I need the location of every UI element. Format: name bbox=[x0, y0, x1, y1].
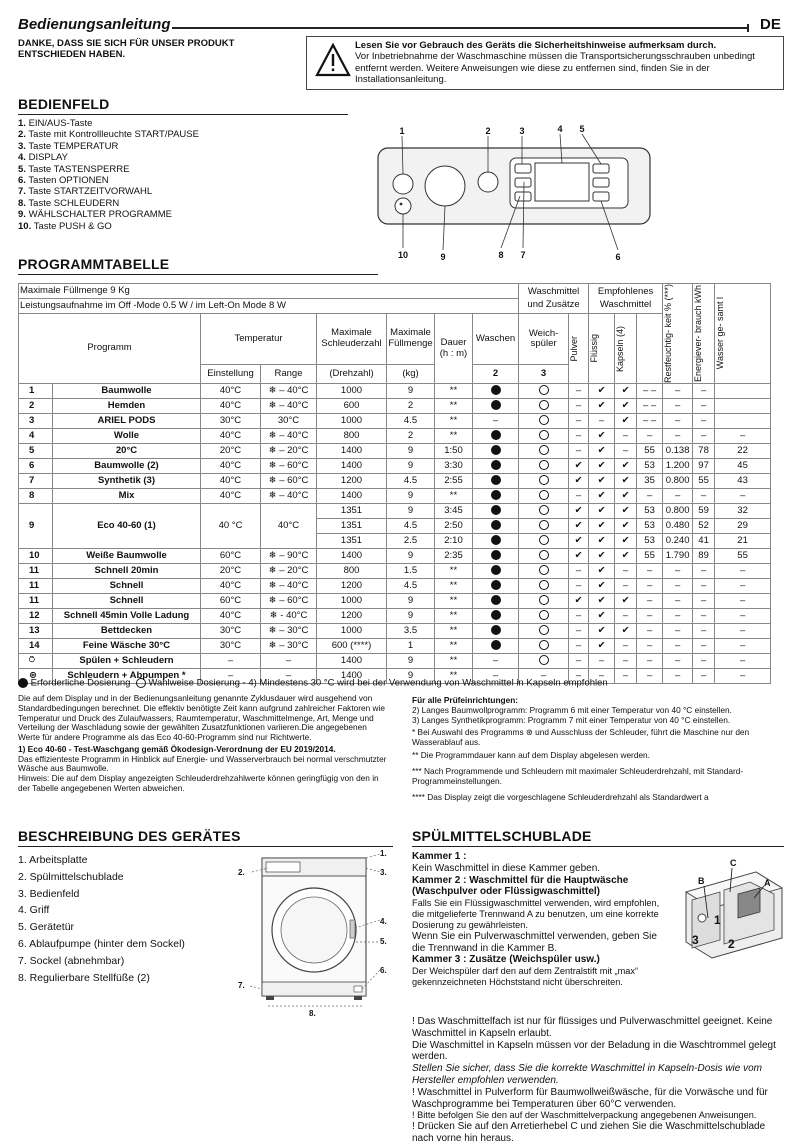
panel-label-5: 5 bbox=[579, 124, 585, 134]
part-item: 7. Sockel (abnehmbar) bbox=[18, 954, 125, 967]
header-waschen: Waschen bbox=[473, 314, 519, 365]
notes-right-l5: *** Nach Programmende und Schleudern mit maximaler Schleuderdrehzahl, mit Standard-Programmeinstellungen. bbox=[412, 765, 744, 786]
drawer-note-6: ! Drücken Sie auf den Arretierhebel C und ziehen Sie die Waschmittelschublade nach vorne hin heraus. bbox=[412, 1121, 766, 1145]
ring-icon bbox=[539, 460, 549, 470]
notes-right-title: Für alle Prüfeinrichtungen: bbox=[412, 695, 519, 705]
table-row-eco: 9 Eco 40-60 (1) 40 °C 40°C 1351 9 3:45 ✔ ✔ ✔ 53 0.800 59 32 bbox=[19, 504, 771, 519]
dot-icon bbox=[491, 625, 501, 635]
notes-left bbox=[18, 694, 388, 794]
header-kapseln: Kapseln (4) bbox=[615, 314, 637, 384]
dot-icon bbox=[491, 505, 501, 515]
header-energie: Energiever- brauch kWh bbox=[693, 284, 715, 384]
device-label-1: 1. bbox=[380, 849, 387, 858]
warning-body: Vor Inbetriebnahme der Waschmaschine müssen die Transportsicherungsschrauben unbedingt entfernt werden. Weitere Anweisungen wie diese zu entfernen sind, finden Sie in der Installationsanleitung. bbox=[355, 51, 755, 86]
k3-text: Der Weichspüler darf den auf dem Zentralstift mit „max“ gekennzeichneten Höchststand nicht überschreiten. bbox=[412, 966, 639, 988]
warning-triangle-icon bbox=[315, 43, 351, 77]
panel-label-2: 2 bbox=[485, 126, 491, 136]
part-item: 5. Gerätetür bbox=[18, 921, 75, 934]
program-table bbox=[18, 283, 771, 684]
table-row: 11 Schnell 60°C ❄ – 60°C 1000 9 ** ✔ ✔ ✔ – – – – bbox=[19, 594, 771, 609]
ring-icon bbox=[539, 475, 549, 485]
thanks-line-2: ENTSCHIEDEN HABEN. bbox=[18, 49, 126, 61]
notes-left-p2: Das effizienteste Programm in Hinblick auf Energie- und Wasserverbrauch bei normal verschmutzter Wäsche aus Baumwolle. bbox=[18, 753, 387, 774]
drawer-note-2: Die Waschmittel in Kapseln müssen vor der Beladung in die Waschtrommel gelegt werden. bbox=[412, 1039, 776, 1063]
ring-icon bbox=[539, 385, 549, 395]
notes-left-p3: Hinweis: Die auf dem Display angezeigten Schleuderdrehzahlwerte können geringfügig von den in der Tabelle angegebenen Werten abweichen. bbox=[18, 773, 379, 794]
part-item: 6. Ablaufpumpe (hinter dem Sockel) bbox=[18, 937, 185, 950]
panel-label-6: 6 bbox=[615, 252, 621, 262]
k2-title: Kammer 2 : Waschmittel für die Hauptwäsche (Waschpulver oder Flüssigwaschmittel) bbox=[412, 874, 629, 898]
drawer-note-3: Stellen Sie sicher, dass Sie die korrekte Waschmittel in Kapseln-Dosis wie vom Hersteller empfohlen verwenden. bbox=[412, 1063, 762, 1086]
dot-icon bbox=[491, 445, 501, 455]
header-empfohlen: Empfohlenes Waschmittel bbox=[589, 284, 663, 314]
thanks-line-1: DANKE, DASS SIE SICH FÜR UNSER PRODUKT bbox=[18, 38, 235, 49]
table-row: 11 Schnell 40°C ❄ – 40°C 1200 4.5 ** – ✔ – – – – – bbox=[19, 579, 771, 594]
control-item: 9. WÄHLSCHALTER PROGRAMME bbox=[18, 209, 172, 221]
header-drehzahl: (Drehzahl) bbox=[317, 365, 387, 384]
part-item: 2. Spülmittelschublade bbox=[18, 870, 124, 883]
programmtabelle-title: PROGRAMMTABELLE bbox=[18, 256, 170, 272]
header-range: Range bbox=[261, 365, 317, 384]
legend-rest: - 4) Mindestens 30 °C wird bei der Verwendung von Waschmittel in Kapseln empfohlen bbox=[242, 677, 608, 689]
drawer-text bbox=[412, 851, 668, 988]
panel-label-3: 3 bbox=[519, 126, 525, 136]
device-label-6: 6. bbox=[380, 966, 387, 975]
header-wasser: Wasser ge- samt l bbox=[715, 284, 771, 384]
header-dauer: Dauer (h : m) bbox=[435, 314, 473, 384]
dot-icon bbox=[491, 565, 501, 575]
notes-left-eco: 1) Eco 40-60 - Test-Waschgang gemäß Ökodesign-Verordnung der EU 2019/2014. bbox=[18, 743, 336, 754]
bedienfeld-title: BEDIENFELD bbox=[18, 96, 110, 112]
ring-icon bbox=[539, 535, 549, 545]
legend-wahlweise: Wahlweise Dosierung bbox=[148, 677, 240, 689]
header-schleuder: Maximale Schleuderzahl bbox=[317, 314, 387, 365]
control-item: 1. EIN/AUS-Taste bbox=[18, 118, 93, 129]
ring-icon bbox=[539, 610, 549, 620]
device-label-2: 2. bbox=[238, 868, 245, 877]
dot-icon bbox=[18, 678, 28, 688]
table-row: ⍥ Spülen + Schleudern – – 1400 9 ** – – – – – – – – bbox=[19, 654, 771, 669]
ring-icon bbox=[539, 640, 549, 650]
k1-text: Kein Waschmittel in diese Kammer geben. bbox=[412, 862, 601, 874]
table-row: 10 Weiße Baumwolle 60°C ❄ – 90°C 1400 9 2:35 ✔ ✔ ✔ 55 1.790 89 55 bbox=[19, 549, 771, 564]
device-label-4: 4. bbox=[380, 917, 387, 926]
language-code: DE bbox=[760, 16, 781, 33]
dot-icon bbox=[491, 520, 501, 530]
part-item: 4. Griff bbox=[18, 904, 50, 917]
programmtabelle-rule bbox=[18, 274, 378, 275]
header-pulver: Pulver bbox=[569, 314, 589, 384]
header-temperatur: Temperatur bbox=[201, 314, 317, 365]
ring-icon bbox=[539, 415, 549, 425]
control-item: 8. Taste SCHLEUDERN bbox=[18, 197, 120, 209]
part-item: 3. Bedienfeld bbox=[18, 887, 80, 900]
header-waschmittel: Waschmittel und Zusätze bbox=[519, 284, 589, 314]
bedienfeld-rule bbox=[18, 114, 348, 115]
device-label-8: 8. bbox=[309, 1009, 316, 1018]
dot-icon bbox=[491, 430, 501, 440]
table-row: 8 Mix 40°C ❄ – 40°C 1400 9 ** – ✔ ✔ – – – – bbox=[19, 489, 771, 504]
spuelmittel-rule bbox=[412, 846, 784, 847]
notes-right-l3: * Bei Auswahl des Programms ⊛ und Ausschluss der Schleuder, führt die Maschine nur den Wasserablauf aus. bbox=[412, 726, 750, 747]
header-kg: (kg) bbox=[387, 365, 435, 384]
drawer-label-b: B bbox=[698, 876, 705, 886]
table-row: 1 Baumwolle 40°C ❄ – 40°C 1000 9 ** – ✔ ✔ – – – – bbox=[19, 384, 771, 399]
header-fuellmenge: Maximale Füllmenge bbox=[387, 314, 435, 365]
control-item: 10. Taste PUSH & GO bbox=[18, 220, 112, 232]
table-row: 5 20°C 20°C ❄ – 20°C 1400 9 1:50 – ✔ – 55 0.138 78 22 bbox=[19, 444, 771, 459]
power-info: Leistungsaufnahme im Off -Mode 0.5 W / im Left-On Mode 8 W bbox=[19, 299, 519, 314]
table-row: 4 Wolle 40°C ❄ – 40°C 800 2 ** – ✔ – – – – – bbox=[19, 429, 771, 444]
ring-icon bbox=[539, 490, 549, 500]
ring-icon bbox=[539, 430, 549, 440]
drawer-label-a: A bbox=[764, 878, 771, 888]
notes-right bbox=[412, 696, 784, 803]
control-item: 3. Taste TEMPERATUR bbox=[18, 140, 119, 152]
header-restfeuchte: Restfeuchtig- keit % (***) bbox=[663, 284, 693, 384]
dot-icon bbox=[491, 550, 501, 560]
control-item: 4. DISPLAY bbox=[18, 152, 69, 164]
warning-bold: Lesen Sie vor Gebrauch des Geräts die Sicherheitshinweise aufmerksam durch. bbox=[355, 40, 717, 51]
part-item: 8. Regulierbare Stellfüße (2) bbox=[18, 971, 150, 984]
device-label-7: 7. bbox=[238, 981, 245, 990]
table-row: 2 Hemden 40°C ❄ – 40°C 600 2 ** – ✔ ✔ – – – – bbox=[19, 399, 771, 414]
legend-erforderlich: Erforderliche Dosierung bbox=[30, 677, 131, 689]
ring-icon bbox=[539, 580, 549, 590]
drawer-label-3: 3 bbox=[692, 933, 699, 947]
drawer-diagram bbox=[678, 852, 788, 962]
table-row-eco: 1351 2.5 2:10 ✔ ✔ ✔ 53 0.240 41 21 bbox=[19, 534, 771, 549]
table-row: ⊛ Schleudern + Abpumpen * – – 1400 9 ** – – – – – – – – – bbox=[19, 669, 771, 684]
control-item: 2. Taste mit Kontrollleuchte START/PAUSE bbox=[18, 129, 199, 141]
table-row: 14 Feine Wäsche 30°C 30°C ❄ – 30°C 600 (****) 1 ** – ✔ – – – – – bbox=[19, 639, 771, 654]
drawer-notes bbox=[412, 1016, 784, 1145]
ring-icon bbox=[539, 565, 549, 575]
drawer-label-c: C bbox=[730, 858, 737, 868]
ring-icon bbox=[136, 678, 146, 688]
table-row: 3 ARIEL PODS 30°C 30°C 1000 4.5 ** – – – ✔ – – – – bbox=[19, 414, 771, 429]
drawer-label-2: 2 bbox=[728, 937, 735, 951]
dot-icon bbox=[491, 535, 501, 545]
table-row-eco: 1351 4.5 2:50 ✔ ✔ ✔ 53 0.480 52 29 bbox=[19, 519, 771, 534]
device-diagram bbox=[232, 842, 402, 1020]
table-row: 6 Baumwolle (2) 40°C ❄ – 60°C 1400 9 3:30 ✔ ✔ ✔ 53 1.200 97 45 bbox=[19, 459, 771, 474]
program-table-body bbox=[19, 384, 771, 684]
k1-title: Kammer 1 : bbox=[412, 851, 467, 862]
beschreibung-title: BESCHREIBUNG DES GERÄTES bbox=[18, 828, 241, 844]
ring-icon bbox=[539, 505, 549, 515]
drawer-note-5: ! Bitte befolgen Sie den auf der Waschmittelverpackung angegebenen Anweisungen. bbox=[412, 1110, 757, 1121]
dot-icon bbox=[491, 400, 501, 410]
control-item: 6. Tasten OPTIONEN bbox=[18, 174, 109, 186]
dot-icon bbox=[491, 460, 501, 470]
ring-icon bbox=[539, 625, 549, 635]
header-einstellung: Einstellung bbox=[201, 365, 261, 384]
header-weichspueler: Weich- spüler bbox=[519, 314, 569, 365]
dot-icon bbox=[491, 490, 501, 500]
warning-text bbox=[355, 40, 783, 86]
ring-icon bbox=[539, 445, 549, 455]
device-label-5: 5. bbox=[380, 937, 387, 946]
notes-right-l2: 3) Langes Synthetikprogramm: Programm 7 mit einer Temperatur von 40 °C einstellen. bbox=[412, 714, 731, 725]
control-item: 5. Taste TASTENSPERRE bbox=[18, 163, 130, 175]
part-item: 1. Arbeitsplatte bbox=[18, 854, 88, 866]
table-row: 12 Schnell 45min Volle Ladung 40°C ❄ - 40°C 1200 9 ** – ✔ – – – – – bbox=[19, 609, 771, 624]
notes-right-l4: ** Die Programmdauer kann auf dem Display abgelesen werden. bbox=[412, 749, 650, 760]
table-row: 7 Synthetik (3) 40°C ❄ – 60°C 1200 4.5 2:55 ✔ ✔ ✔ 35 0.800 55 43 bbox=[19, 474, 771, 489]
k2-text: Falls Sie ein Flüssigwaschmittel verwenden, wird empfohlen, die mitgelieferte Trennwand A zu benutzen, um eine korrekte Dosierung zu gewährleisten. bbox=[412, 898, 660, 930]
warning-box bbox=[306, 36, 784, 90]
title-rule bbox=[172, 27, 747, 29]
table-row: 13 Bettdecken 30°C ❄ – 30°C 1000 3.5 ** – ✔ ✔ – – – – bbox=[19, 624, 771, 639]
header-fluessig: Flüssig bbox=[589, 314, 615, 384]
dot-icon bbox=[491, 475, 501, 485]
thanks-text bbox=[18, 38, 268, 61]
dot-icon bbox=[491, 385, 501, 395]
header-col2: 2 bbox=[473, 365, 519, 384]
k2-text2: Wenn Sie ein Pulverwaschmittel verwenden, geben Sie die Trennwand in die Kammer B. bbox=[412, 930, 657, 954]
ring-icon bbox=[539, 550, 549, 560]
drawer-note-1: ! Das Waschmittelfach ist nur für flüssiges und Pulverwaschmittel geeignet. Keine Waschmittel in Kapseln erlaubt. bbox=[412, 1016, 773, 1039]
header-programm: Programm bbox=[19, 314, 201, 384]
panel-label-1: 1 bbox=[399, 126, 405, 136]
table-row: 11 Schnell 20min 20°C ❄ – 20°C 800 1.5 ** – ✔ – – – – – bbox=[19, 564, 771, 579]
device-label-3: 3. bbox=[380, 868, 387, 877]
panel-label-9: 9 bbox=[440, 252, 446, 262]
panel-label-10: 10 bbox=[397, 250, 409, 260]
control-item: 7. Taste STARTZEITVORWAHL bbox=[18, 186, 153, 198]
ring-icon bbox=[539, 655, 549, 665]
panel-label-4: 4 bbox=[557, 124, 563, 134]
drawer-label-1: 1 bbox=[714, 913, 721, 927]
parts-list bbox=[18, 852, 185, 986]
ring-icon bbox=[539, 520, 549, 530]
dot-icon bbox=[491, 640, 501, 650]
spuelmittel-title: SPÜLMITTELSCHUBLADE bbox=[412, 828, 592, 844]
dot-icon bbox=[491, 595, 501, 605]
ring-icon bbox=[539, 595, 549, 605]
k3-title: Kammer 3 : Zusätze (Weichspüler usw.) bbox=[412, 954, 600, 966]
notes-left-p1: Die auf dem Display und in der Bedienungsanleitung genannte Zyklusdauer wird ausgehend von Standardbedingungen berechnet. Die effektiv benötigte Zeit kann aufgrund zahlreicher Faktoren wie Temperatur und Druck des Zulaufwassers, Raumtemperatur, Waschmittelmenge, Art, Menge und Verteilung der Waschladung sowie der gewählten Zusatzfunktionen variieren.Die angegebenen Werte für andere Programme als das Eco 40-60-Programm sind nur Richtwerte. bbox=[18, 693, 385, 743]
table-legend bbox=[18, 678, 608, 689]
dot-icon bbox=[491, 610, 501, 620]
ring-icon bbox=[539, 400, 549, 410]
drawer-note-4: ! Waschmittel in Pulverform für Baumwollweißwäsche, für die Vorwäsche und für Waschprogramme bei Temperaturen über 60°C verwenden. bbox=[412, 1086, 768, 1110]
max-load: Maximale Füllmenge 9 Kg bbox=[19, 284, 519, 299]
panel-label-7: 7 bbox=[520, 250, 526, 260]
notes-right-l6: **** Das Display zeigt die vorgeschlagene Schleuderdrehzahl als Standardwert a bbox=[412, 791, 709, 802]
control-panel-diagram bbox=[370, 124, 660, 264]
document-title: Bedienungsanleitung bbox=[18, 16, 171, 33]
header-col3: 3 bbox=[519, 365, 569, 384]
panel-label-8: 8 bbox=[498, 250, 504, 260]
controls-list bbox=[18, 118, 199, 232]
notes-right-l1: 2) Langes Baumwollprogramm: Programm 6 mit einer Temperatur von 40 °C einstellen. bbox=[412, 704, 732, 715]
dot-icon bbox=[491, 580, 501, 590]
